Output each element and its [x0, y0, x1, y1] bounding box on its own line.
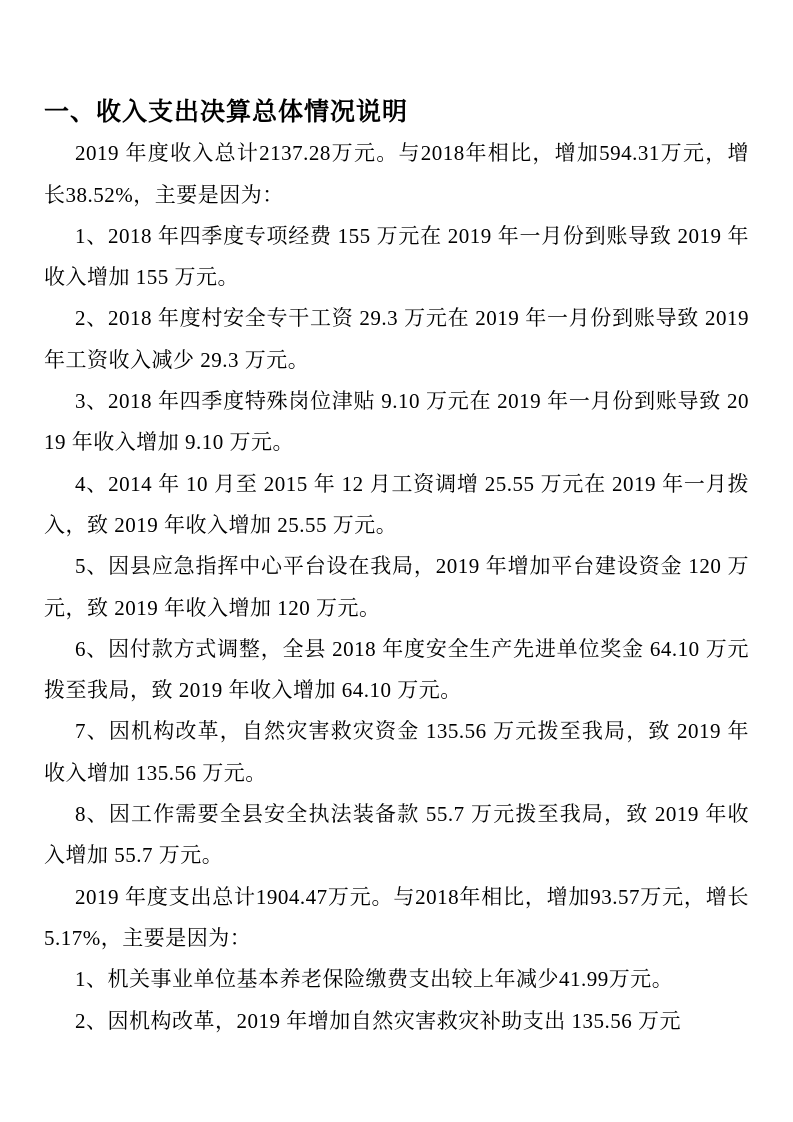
- paragraph-income-item-8: 8、因工作需要全县安全执法装备款 55.7 万元拨至我局，致 2019 年收入增加 55.7 万元。: [44, 802, 749, 868]
- section-heading: 一、收入支出决算总体情况说明: [44, 99, 409, 126]
- paragraph-income-item-7: 7、因机构改革，自然灾害救灾资金 135.56 万元拨至我局，致 2019 年收入增加 135.56 万元。: [44, 719, 749, 785]
- paragraph-income-item-3: 3、2018 年四季度特殊岗位津贴 9.10 万元在 2019 年一月份到账导致 2019 年收入增加 9.10 万元。: [44, 389, 749, 455]
- paragraph-income-item-2: 2、2018 年度村安全专干工资 29.3 万元在 2019 年一月份到账导致 2019 年工资收入减少 29.3 万元。: [44, 306, 749, 372]
- paragraph-income-item-1: 1、2018 年四季度专项经费 155 万元在 2019 年一月份到账导致 2019 年收入增加 155 万元。: [44, 223, 749, 290]
- paragraph-income-item-6: 6、因付款方式调整，全县 2018 年度安全生产先进单位奖金 64.10 万元拨至我局，致 2019 年收入增加 64.10 万元。: [44, 636, 749, 703]
- paragraph-income-item-5: 5、因县应急指挥中心平台设在我局，2019 年增加平台建设资金 120 万元，致 2019 年收入增加 120 万元。: [44, 554, 749, 620]
- paragraph-income-item-4: 4、2014 年 10 月至 2015 年 12 月工资调增 25.55 万元在 2019 年一月拨入，致 2019 年收入增加 25.55 万元。: [44, 471, 749, 537]
- document-content: [44, 92, 749, 1042]
- paragraph-expense-summary: 2019 年度支出总计1904.47万元。与2018年相比，增加93.57万元，增长5.17%，主要是因为：: [44, 884, 749, 950]
- paragraph-expense-item-2: 2、因机构改革，2019 年增加自然灾害救灾补助支出 135.56 万元: [75, 1008, 681, 1033]
- paragraph-income-summary: 2019 年度收入总计2137.28万元。与2018年相比，增加594.31万元，增长38.52%，主要是因为：: [44, 141, 749, 207]
- paragraph-expense-item-1: 1、机关事业单位基本养老保险缴费支出较上年减少41.99万元。: [75, 967, 674, 992]
